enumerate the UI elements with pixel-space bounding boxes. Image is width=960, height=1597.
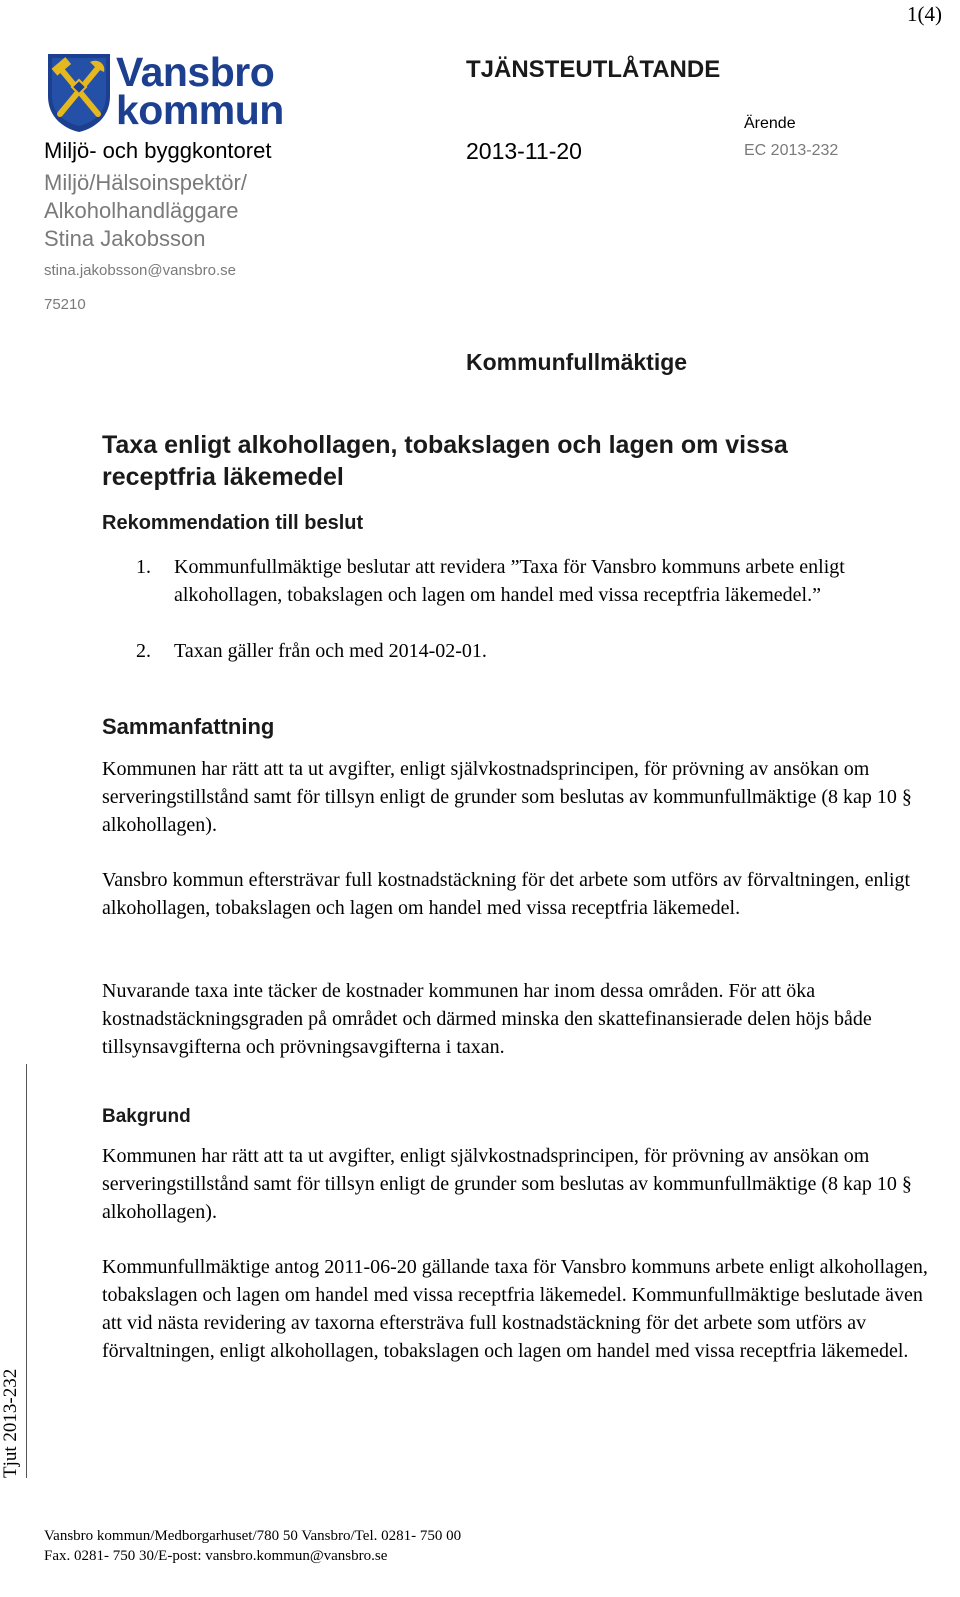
recommendation-heading: Rekommendation till beslut: [102, 512, 364, 534]
side-divider: [26, 1064, 27, 1478]
background-paragraph-1: Kommunen har rätt att ta ut avgifter, enligt självkostnadsprincipen, för prövning av ansökan om serveringstillstånd samt för tillsyn enligt de grunder som beslutas av kommunfullmäktige (8 kap 10 § alkohollagen).: [102, 1145, 912, 1223]
background-heading: Bakgrund: [102, 1106, 191, 1127]
recommendation-item-1: [136, 553, 936, 609]
list-text: Taxan gäller från och med 2014-02-01.: [174, 640, 487, 662]
summary-paragraph-2: Vansbro kommun eftersträvar full kostnadstäckning för det arbete som utförs av förvaltningen, enligt alkohollagen, tobakslagen och lagen om handel med vissa receptfria läkemedel.: [102, 869, 911, 919]
footer-address: Vansbro kommun/Medborgarhuset/780 50 Vansbro/Tel. 0281- 750 00: [44, 1528, 462, 1544]
list-number: 2.: [136, 640, 151, 662]
logo-wordmark-line1: Vansbro: [116, 49, 275, 95]
author-role-line2: Alkoholhandläggare: [44, 198, 239, 223]
document-type: TJÄNSTEUTLÅTANDE: [466, 56, 721, 83]
author-name: Stina Jakobsson: [44, 226, 206, 251]
recipient: Kommunfullmäktige: [466, 349, 688, 375]
summary-heading: Sammanfattning: [102, 714, 275, 739]
document-date: 2013-11-20: [466, 138, 582, 164]
footer-contact: Fax. 0281- 750 30/E-post: vansbro.kommun@vansbro.se: [44, 1548, 388, 1564]
summary-paragraph-3: Nuvarande taxa inte täcker de kostnader kommunen har inom dessa områden. För att öka kostnadstäckningsgraden på området och därmed minska den skattefinansierade delen höjs både tillsynsavgifterna och prövningsavgifterna i taxan.: [102, 980, 872, 1058]
list-number: 1.: [136, 556, 151, 578]
case-number: EC 2013-232: [744, 142, 839, 159]
author-email[interactable]: stina.jakobsson@vansbro.se: [44, 262, 236, 279]
case-label: Ärende: [744, 115, 796, 132]
side-reference-label: Tjut 2013-232: [0, 1368, 21, 1478]
author-role-line1: Miljö/Hälsoinspektör/: [44, 170, 247, 195]
recommendation-item-2: [136, 637, 936, 665]
page-number: 1(4): [907, 2, 942, 26]
author-phone: 75210: [44, 296, 86, 313]
department: Miljö- och byggkontoret: [44, 138, 272, 163]
document-title: Taxa enligt alkohollagen, tobakslagen och lagen om vissa receptfria läkemedel: [102, 431, 788, 491]
logo-wordmark-line2: kommun: [116, 87, 284, 133]
background-paragraph-2: Kommunfullmäktige antog 2011-06-20 gällande taxa för Vansbro kommuns arbete enligt alkohollagen, tobakslagen och lagen om handel med vissa receptfria läkemedel. Kommunfullmäktige beslutade även att vid nästa revidering av taxorna eftersträva full kostnadstäckning för det arbete som utförs av förvaltningen, enligt alkohollagen, tobakslagen och lagen om handel med vissa receptfria läkemedel.: [102, 1256, 928, 1362]
summary-paragraph-1: Kommunen har rätt att ta ut avgifter, enligt självkostnadsprincipen, för prövning av ansökan om serveringstillstånd samt för tillsyn enligt de grunder som beslutas av kommunfullmäktige (8 kap 10 § alkohollagen).: [102, 758, 912, 836]
coat-of-arms-icon: [46, 52, 112, 134]
list-text: Kommunfullmäktige beslutar att revidera ”Taxa för Vansbro kommuns arbete enligt alkohollagen, tobakslagen och lagen om handel med vissa receptfria läkemedel.”: [174, 556, 845, 606]
